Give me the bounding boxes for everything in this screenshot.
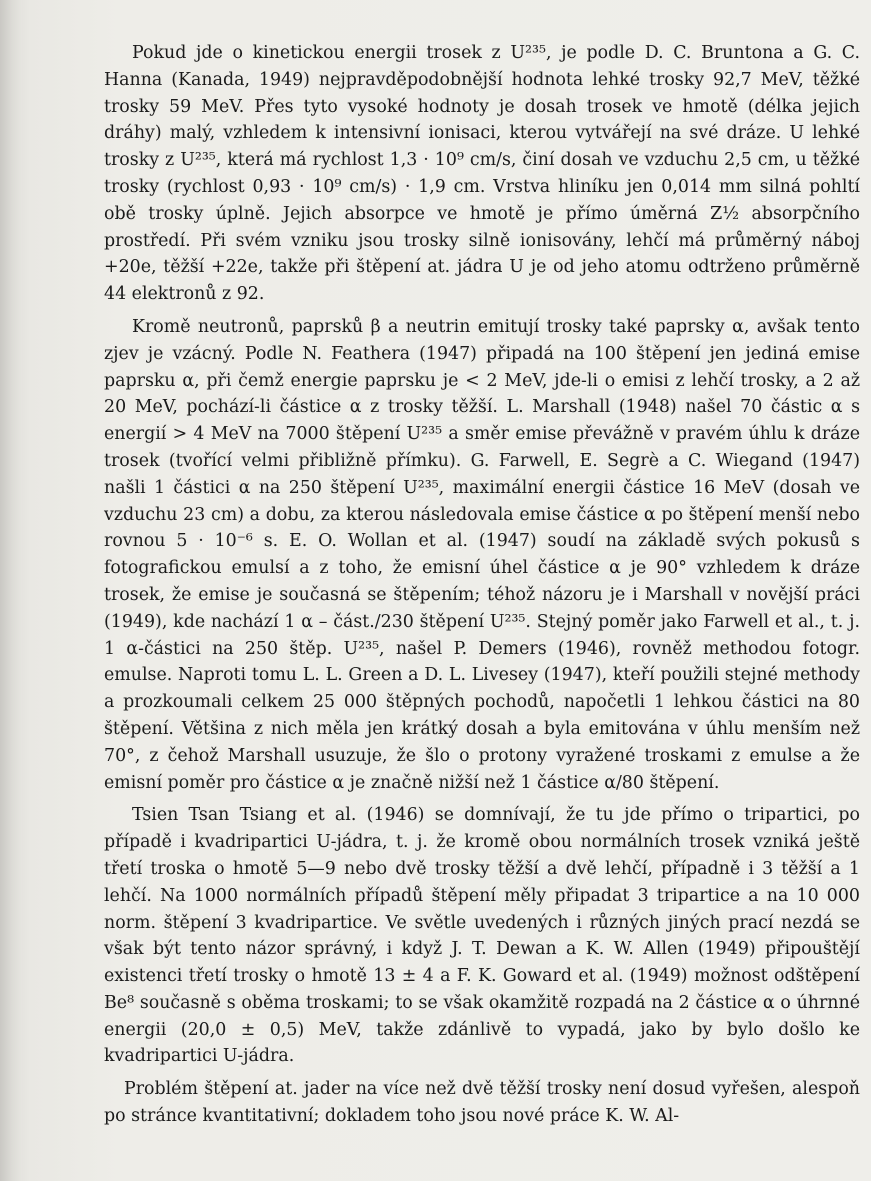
page-binding-edge bbox=[0, 0, 22, 1181]
paragraph-kinetic-energy: Pokud jde o kinetickou energii trosek z U²³⁵, je podle D. C. Bruntona a G. C. Hanna (Kanada, 1949) nejpravděpodobnější hodnota lehké trosky 92,7 MeV, těžké trosky 59 MeV. Přes tyto vysoké hodnoty je dosah trosek ve hmotě (délka jejich dráhy) malý, vzhledem k intensivní ionisaci, kterou vytvářejí na své dráze. U lehké trosky z U²³⁵, která má rychlost 1,3 · 10⁹ cm/s, činí dosah ve vzduchu 2,5 cm, u těžké trosky (rychlost 0,93 · 10⁹ cm/s) · 1,9 cm. Vrstva hliníku jen 0,014 mm silná pohltí obě trosky úplně. Jejich absorpce ve hmotě je přímo úměrná Z½ absorpčního prostředí. Při svém vzniku jsou trosky silně ionisovány, lehčí má průměrný náboj +20e, těžší +22e, takže při štěpení at. jádra U je od jeho atomu odtrženo průměrně 44 elektronů z 92. bbox=[104, 43, 860, 305]
paragraph-multi-fission: Problém štěpení at. jader na více než dvě těžší trosky není dosud vyřešen, alespoň po stránce kvantitativní; dokladem toho jsou nové práce K. W. Al- bbox=[104, 1079, 860, 1127]
body-text bbox=[104, 40, 860, 1136]
paragraph-tripartition: Tsien Tsan Tsiang et al. (1946) se domnívají, že tu jde přímo o tripartici, po případě i kvadripartici U-jádra, t. j. že kromě obou normálních trosek vzniká ještě třetí troska o hmotě 5—9 nebo dvě trosky těžší a dvě lehčí, případně i 3 těžší a 1 lehčí. Na 1000 normálních případů štěpení měly připadat 3 tripartice a na 10 000 norm. štěpení 3 kvadripartice. Ve světle uvedených i různých jiných prací nezdá se však být tento názor správný, i když J. T. Dewan a K. W. Allen (1949) připouštějí existenci třetí trosky o hmotě 13 ± 4 a F. K. Goward et al. (1949) možnost odštěpení Be⁸ současně s oběma troskami; to se však okamžitě rozpadá na 2 částice α o úhrnné energii (20,0 ± 0,5) MeV, takže zdánlivě to vypadá, jako by bylo došlo ke kvadripartici U-jádra. bbox=[104, 805, 860, 1067]
paragraph-alpha-emission: Kromě neutronů, paprsků β a neutrin emitují trosky také paprsky α, avšak tento zjev je vzácný. Podle N. Feathera (1947) připadá na 100 štěpení jen jediná emise paprsku α, při čemž energie paprsku je < 2 MeV, jde-li o emisi z lehčí trosky, a 2 až 20 MeV, pochází-li částice α z trosky těžší. L. Marshall (1948) našel 70 částic α s energií > 4 MeV na 7000 štěpení U²³⁵ a směr emise převážně v pravém úhlu k dráze trosek (tvořící velmi přibližně přímku). G. Farwell, E. Segrè a C. Wiegand (1947) našli 1 částici α na 250 štěpení U²³⁵, maximální energii částice 16 MeV (dosah ve vzduchu 23 cm) a dobu, za kterou následovala emise částice α po štěpení menší nebo rovnou 5 · 10⁻⁶ s. E. O. Wollan et al. (1947) soudí na základě svých pokusů s fotografickou emulsí a z toho, že emisní úhel částice α je 90° vzhledem k dráze trosek, že emise je současná se štěpením; téhož názoru je i Marshall v novější práci (1949), kde nachází 1 α – část./230 štěpení U²³⁵. Stejný poměr jako Farwell et al., t. j. 1 α-částici na 250 štěp. U²³⁵, našel P. Demers (1946), rovněž methodou fotogr. emulse. Naproti tomu L. L. Green a D. L. Livesey (1947), kteří použili stejné methody a prozkoumali celkem 25 000 štěpných pochodů, napočetli 1 lehkou částici na 80 štěpení. Většina z nich měla jen krátký dosah a byla emitována v úhlu menším než 70°, z čehož Marshall usuzuje, že šlo o protony vyražené troskami z emulse a že emisní poměr pro částice α je značně nižší než 1 částice α/80 štěpení. bbox=[104, 316, 860, 793]
